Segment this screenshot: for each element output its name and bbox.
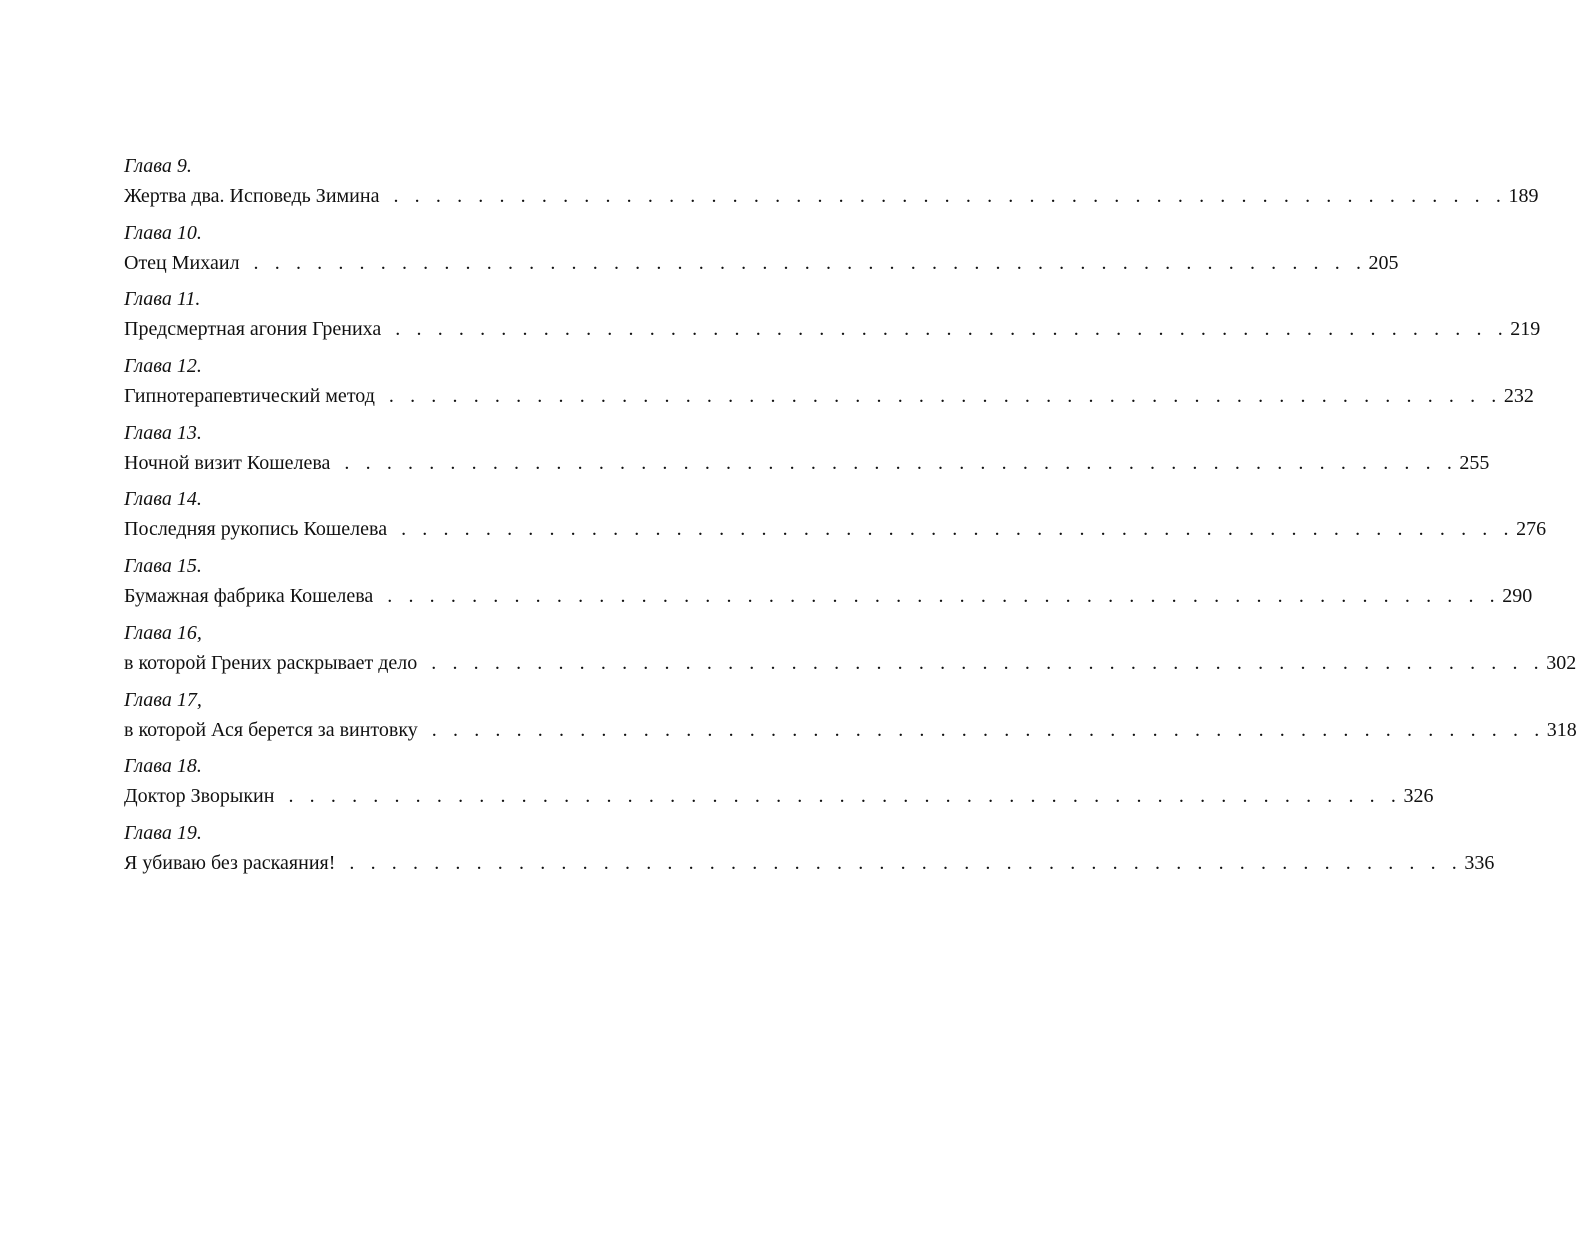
page-number: 290 [1502,585,1533,608]
toc-entry [124,354,1534,421]
toc-entry [124,421,1490,488]
dot-leader: . . . . . . . . . . . . . . . . . . . . . . . . . . . . . . . . . . . . . . . . . . . . . . . . . . . . . [387,585,1501,608]
page-number: 255 [1459,451,1490,474]
chapter-label: Глава 15. [124,555,202,578]
table-of-contents [124,154,1577,888]
toc-line [124,250,1399,276]
page-number: 276 [1516,518,1547,541]
chapter-label: Глава 16, [124,621,202,644]
toc-line [124,583,1533,609]
toc-entry [124,287,1541,354]
chapter-title: Жертва два. Исповедь Зимина [124,185,380,207]
toc-line [124,850,1495,876]
toc-entry [124,821,1495,888]
chapter-title: Я убиваю без раскаяния! [124,851,336,874]
page-number: 326 [1403,785,1434,808]
dot-leader: . . . . . . . . . . . . . . . . . . . . . . . . . . . . . . . . . . . . . . . . . . . . . . . . . . . . . [349,851,1463,874]
dot-leader: . . . . . . . . . . . . . . . . . . . . . . . . . . . . . . . . . . . . . . . . . . . . . . . . . . . . . [388,385,1502,408]
chapter-label: Глава 13. [124,421,202,444]
page-number: 302 [1546,651,1577,674]
toc-line [124,783,1434,809]
toc-entry [124,688,1577,755]
toc-entry [124,221,1399,288]
toc-line [124,183,1539,209]
dot-leader: . . . . . . . . . . . . . . . . . . . . . . . . . . . . . . . . . . . . . . . . . . . . . . . . . . . . . [395,318,1509,341]
dot-leader: . . . . . . . . . . . . . . . . . . . . . . . . . . . . . . . . . . . . . . . . . . . . . . . . . . . . . [431,651,1545,674]
chapter-label: Глава 9. [124,155,192,177]
chapter-title: Предсмертная агония Грениха [124,318,382,341]
dot-leader: . . . . . . . . . . . . . . . . . . . . . . . . . . . . . . . . . . . . . . . . . . . . . . . . . . . . . [288,785,1402,808]
chapter-title: Бумажная фабрика Кошелева [124,585,374,608]
page-number: 336 [1464,851,1495,874]
toc-entry [124,487,1547,554]
page-number: 232 [1503,385,1534,408]
toc-entry [124,621,1577,688]
chapter-title: Ночной визит Кошелева [124,451,331,474]
chapter-title: в которой Грених раскрывает дело [124,651,418,674]
dot-leader: . . . . . . . . . . . . . . . . . . . . . . . . . . . . . . . . . . . . . . . . . . . . . . . . . . . . . [401,518,1515,541]
chapter-title: Доктор Зворыкин [124,785,275,808]
chapter-label: Глава 11. [124,288,201,311]
chapter-label: Глава 19. [124,821,202,844]
toc-entry [124,154,1539,221]
toc-line [124,450,1490,476]
page-number: 205 [1368,251,1399,274]
chapter-title: Гипнотерапевтический метод [124,385,375,408]
page-number: 189 [1508,185,1539,207]
toc-entry [124,554,1533,621]
dot-leader: . . . . . . . . . . . . . . . . . . . . . . . . . . . . . . . . . . . . . . . . . . . . . . . . . . . . . [393,185,1507,207]
toc-line [124,516,1547,542]
page-number: 318 [1546,718,1577,741]
chapter-title: в которой Ася берется за винтовку [124,718,418,741]
page-number: 219 [1510,318,1541,341]
toc-line [124,383,1534,409]
toc-entry [124,754,1434,821]
chapter-label: Глава 17, [124,688,202,711]
chapter-label: Глава 12. [124,355,202,378]
dot-leader: . . . . . . . . . . . . . . . . . . . . . . . . . . . . . . . . . . . . . . . . . . . . . . . . . . . . . [431,718,1545,741]
toc-line [124,650,1577,676]
chapter-title: Отец Михаил [124,251,240,274]
chapter-label: Глава 10. [124,221,202,244]
chapter-label: Глава 14. [124,488,202,511]
dot-leader: . . . . . . . . . . . . . . . . . . . . . . . . . . . . . . . . . . . . . . . . . . . . . . . . . . . . . [344,451,1458,474]
toc-line [124,316,1541,342]
dot-leader: . . . . . . . . . . . . . . . . . . . . . . . . . . . . . . . . . . . . . . . . . . . . . . . . . . . . . [253,251,1367,274]
toc-line [124,717,1577,743]
chapter-label: Глава 18. [124,755,202,778]
chapter-title: Последняя рукопись Кошелева [124,518,388,541]
